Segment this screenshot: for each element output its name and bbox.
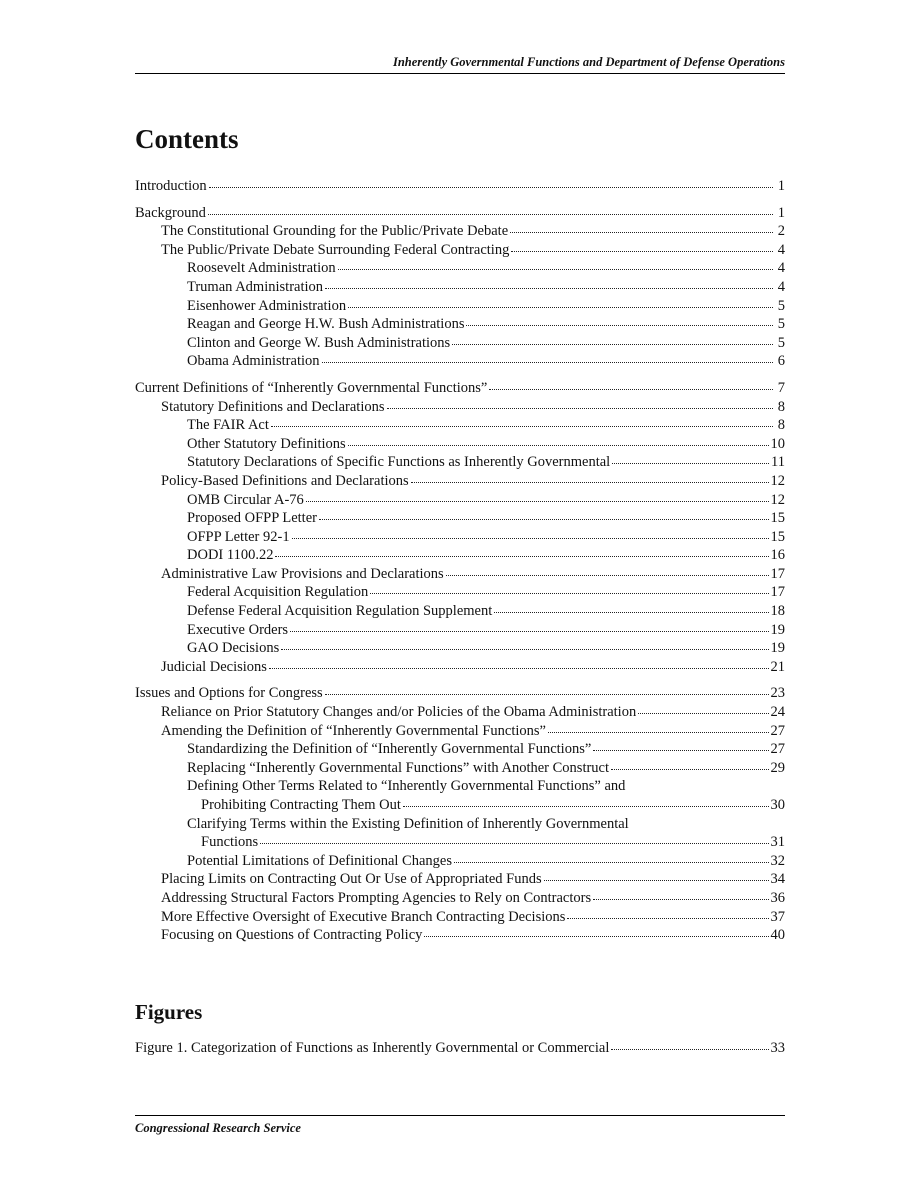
page-number: 1 bbox=[777, 204, 785, 221]
toc-entry[interactable] bbox=[135, 398, 785, 417]
page-number: 2 bbox=[777, 223, 785, 240]
toc-entry[interactable] bbox=[135, 703, 785, 722]
toc-entry-label-continued: Prohibiting Contracting Them Out bbox=[201, 797, 401, 813]
toc-entry-continuation[interactable] bbox=[135, 796, 785, 815]
page-number: 23 bbox=[770, 685, 785, 702]
leader-dots bbox=[411, 478, 769, 483]
leader-dots bbox=[387, 404, 774, 409]
toc-entry-label: Clarifying Terms within the Existing Definition of Inherently Governmental bbox=[187, 815, 629, 832]
page-number: 12 bbox=[770, 472, 785, 489]
toc-entry[interactable] bbox=[135, 453, 785, 472]
toc-entry[interactable] bbox=[135, 297, 785, 316]
page-number: 40 bbox=[770, 927, 785, 944]
toc-entry-label: DODI 1100.22 bbox=[187, 547, 274, 564]
page-number: 15 bbox=[770, 510, 785, 527]
toc-entry-label: Clinton and George W. Bush Administrations bbox=[187, 334, 451, 351]
toc-entry[interactable] bbox=[135, 908, 785, 927]
running-header: Inherently Governmental Functions and Department of Defense Operations bbox=[135, 55, 785, 74]
toc-entry-label: Eisenhower Administration bbox=[187, 297, 347, 314]
page-number: 27 bbox=[770, 722, 785, 739]
leader-dots bbox=[370, 589, 768, 594]
toc-entry-continuation[interactable] bbox=[135, 833, 785, 852]
toc-entry[interactable] bbox=[135, 889, 785, 908]
page-number: 29 bbox=[770, 759, 785, 776]
leader-dots bbox=[306, 497, 769, 502]
page-number: 8 bbox=[777, 398, 785, 415]
page-number: 5 bbox=[777, 297, 785, 314]
page-number: 11 bbox=[771, 454, 785, 471]
toc-entry-label: Administrative Law Provisions and Declarations bbox=[161, 565, 444, 582]
toc-entry-label: More Effective Oversight of Executive Branch Contracting Decisions bbox=[161, 908, 566, 925]
page-number: 32 bbox=[770, 852, 785, 869]
page-number: 4 bbox=[777, 241, 785, 258]
toc-entry[interactable] bbox=[135, 621, 785, 640]
toc-entry[interactable] bbox=[135, 241, 785, 260]
toc-entry-label: Policy-Based Definitions and Declarations bbox=[161, 472, 409, 489]
toc-entry[interactable] bbox=[135, 528, 785, 547]
page-number: 10 bbox=[770, 435, 785, 452]
toc-entry[interactable] bbox=[135, 435, 785, 454]
page-number: 30 bbox=[770, 797, 785, 813]
toc-entry[interactable] bbox=[135, 334, 785, 353]
toc-entry[interactable] bbox=[135, 684, 785, 703]
toc-entry[interactable] bbox=[135, 177, 785, 196]
toc-entry[interactable] bbox=[135, 472, 785, 491]
toc-entry[interactable] bbox=[135, 870, 785, 889]
figures-title: Figures bbox=[135, 1000, 203, 1024]
toc-entry-label: Placing Limits on Contracting Out Or Use of Appropriated Funds bbox=[161, 871, 542, 888]
toc-entry-label-continued: Functions bbox=[201, 834, 259, 851]
page-number: 1 bbox=[777, 178, 785, 194]
toc-entry-label: Current Definitions of “Inherently Governmental Functions” bbox=[135, 379, 488, 396]
page-number: 19 bbox=[770, 640, 785, 657]
toc-entry[interactable] bbox=[135, 777, 785, 796]
toc-entry[interactable] bbox=[135, 259, 785, 278]
toc-entry[interactable] bbox=[135, 740, 785, 759]
toc-entry-label: Addressing Structural Factors Prompting Agencies to Rely on Contractors bbox=[161, 889, 592, 906]
page-number: 5 bbox=[777, 316, 785, 333]
toc-entry[interactable] bbox=[135, 222, 785, 241]
toc-entry-label: Statutory Declarations of Specific Functions as Inherently Governmental bbox=[187, 454, 611, 471]
toc-entry[interactable] bbox=[135, 315, 785, 334]
page-number: 17 bbox=[770, 584, 785, 601]
leader-dots bbox=[292, 534, 769, 539]
toc-entry-label: OMB Circular A-76 bbox=[187, 491, 304, 508]
toc-entry-label: Executive Orders bbox=[187, 621, 289, 638]
page-number: 24 bbox=[770, 704, 785, 721]
leader-dots bbox=[446, 571, 769, 576]
page-number: 27 bbox=[770, 741, 785, 758]
toc-entry-label: OFPP Letter 92-1 bbox=[187, 528, 290, 545]
toc-entry-label: The Constitutional Grounding for the Public/Private Debate bbox=[161, 223, 509, 240]
toc-entry-label: Figure 1. Categorization of Functions as Inherently Governmental or Commercial bbox=[135, 1040, 610, 1056]
toc-entry-label: Defense Federal Acquisition Regulation Supplement bbox=[187, 603, 493, 620]
toc-entry[interactable] bbox=[135, 639, 785, 658]
leader-dots bbox=[638, 709, 768, 714]
leader-dots bbox=[325, 690, 769, 695]
toc-entry[interactable] bbox=[135, 509, 785, 528]
page-number: 19 bbox=[770, 621, 785, 638]
running-footer: Congressional Research Service bbox=[135, 1115, 785, 1136]
toc-entry-label: Judicial Decisions bbox=[161, 658, 267, 675]
toc-entry[interactable] bbox=[135, 583, 785, 602]
leader-dots bbox=[269, 664, 769, 669]
table-of-contents bbox=[135, 177, 785, 945]
toc-entry-label: Proposed OFPP Letter bbox=[187, 510, 317, 527]
leader-dots bbox=[511, 247, 773, 252]
toc-entry-label: Roosevelt Administration bbox=[187, 260, 336, 277]
toc-entry-label: Reliance on Prior Statutory Changes and/or Policies of the Obama Administration bbox=[161, 704, 637, 721]
page-number: 17 bbox=[770, 565, 785, 582]
leader-dots bbox=[593, 746, 768, 751]
page-number: 33 bbox=[770, 1040, 785, 1056]
leader-dots bbox=[271, 422, 773, 427]
page-number: 15 bbox=[770, 528, 785, 545]
page-number: 21 bbox=[770, 658, 785, 675]
contents-title: Contents bbox=[135, 124, 239, 154]
leader-dots bbox=[260, 839, 768, 844]
toc-entry[interactable] bbox=[135, 416, 785, 435]
toc-entry-label: Standardizing the Definition of “Inherently Governmental Functions” bbox=[187, 741, 592, 758]
page-number: 31 bbox=[770, 834, 785, 851]
toc-entry-label: Reagan and George H.W. Bush Administrations bbox=[187, 316, 465, 333]
list-of-figures bbox=[135, 1039, 785, 1058]
toc-entry-label: GAO Decisions bbox=[187, 640, 280, 657]
page-number: 7 bbox=[777, 379, 785, 396]
toc-entry[interactable] bbox=[135, 352, 785, 371]
leader-dots bbox=[325, 284, 773, 289]
toc-entry[interactable] bbox=[135, 852, 785, 871]
toc-entry-label: Truman Administration bbox=[187, 278, 324, 295]
toc-entry[interactable] bbox=[135, 379, 785, 398]
page-number: 8 bbox=[777, 417, 785, 434]
page-number: 36 bbox=[770, 889, 785, 906]
leader-dots bbox=[510, 228, 773, 233]
leader-dots bbox=[281, 645, 768, 650]
page-number: 37 bbox=[770, 908, 785, 925]
leader-dots bbox=[593, 895, 768, 900]
leader-dots bbox=[275, 552, 768, 557]
leader-dots bbox=[322, 358, 774, 363]
leader-dots bbox=[424, 932, 768, 937]
toc-entry[interactable] bbox=[135, 1039, 785, 1058]
toc-entry[interactable] bbox=[135, 926, 785, 945]
page-number: 16 bbox=[770, 547, 785, 564]
leader-dots bbox=[489, 385, 773, 390]
toc-entry[interactable] bbox=[135, 565, 785, 584]
leader-dots bbox=[319, 515, 769, 520]
leader-dots bbox=[403, 802, 769, 807]
toc-entry-label: Amending the Definition of “Inherently Governmental Functions” bbox=[161, 722, 546, 739]
leader-dots bbox=[348, 303, 773, 308]
leader-dots bbox=[452, 340, 773, 345]
leader-dots bbox=[611, 765, 768, 770]
page-number: 18 bbox=[770, 603, 785, 620]
leader-dots bbox=[290, 627, 768, 632]
toc-entry-label: Federal Acquisition Regulation bbox=[187, 584, 369, 601]
toc-entry-label: Background bbox=[135, 204, 206, 221]
leader-dots bbox=[209, 183, 773, 188]
leader-dots bbox=[612, 459, 769, 464]
page-number: 4 bbox=[777, 278, 785, 295]
toc-entry[interactable] bbox=[135, 546, 785, 565]
toc-entry-label: Potential Limitations of Definitional Changes bbox=[187, 852, 452, 869]
toc-entry[interactable] bbox=[135, 815, 785, 834]
toc-entry-label: Issues and Options for Congress bbox=[135, 685, 323, 702]
toc-entry[interactable] bbox=[135, 278, 785, 297]
toc-entry[interactable] bbox=[135, 658, 785, 677]
leader-dots bbox=[494, 608, 768, 613]
leader-dots bbox=[466, 321, 773, 326]
toc-entry-label: Defining Other Terms Related to “Inherently Governmental Functions” and bbox=[187, 778, 626, 795]
toc-entry-label: Focusing on Questions of Contracting Policy bbox=[161, 927, 423, 944]
page-number: 5 bbox=[777, 334, 785, 351]
toc-entry[interactable] bbox=[135, 204, 785, 223]
toc-entry-label: Other Statutory Definitions bbox=[187, 435, 346, 452]
page-number: 12 bbox=[770, 491, 785, 508]
toc-entry-label: Replacing “Inherently Governmental Functions” with Another Construct bbox=[187, 759, 610, 776]
page-number: 4 bbox=[777, 260, 785, 277]
toc-entry[interactable] bbox=[135, 602, 785, 621]
toc-entry-label: The FAIR Act bbox=[187, 417, 269, 434]
leader-dots bbox=[348, 441, 769, 446]
toc-entry[interactable] bbox=[135, 722, 785, 741]
leader-dots bbox=[454, 858, 769, 863]
toc-entry-label: Introduction bbox=[135, 178, 207, 194]
leader-dots bbox=[567, 914, 768, 919]
toc-entry[interactable] bbox=[135, 759, 785, 778]
page-number: 6 bbox=[777, 353, 785, 370]
leader-dots bbox=[338, 265, 773, 270]
leader-dots bbox=[208, 210, 773, 215]
leader-dots bbox=[548, 728, 769, 733]
leader-dots bbox=[611, 1045, 768, 1050]
toc-entry[interactable] bbox=[135, 491, 785, 510]
toc-entry-label: Obama Administration bbox=[187, 353, 320, 370]
toc-entry-label: Statutory Definitions and Declarations bbox=[161, 398, 385, 415]
page-number: 34 bbox=[770, 871, 785, 888]
toc-entry-label: The Public/Private Debate Surrounding Federal Contracting bbox=[161, 241, 510, 258]
leader-dots bbox=[544, 876, 769, 881]
